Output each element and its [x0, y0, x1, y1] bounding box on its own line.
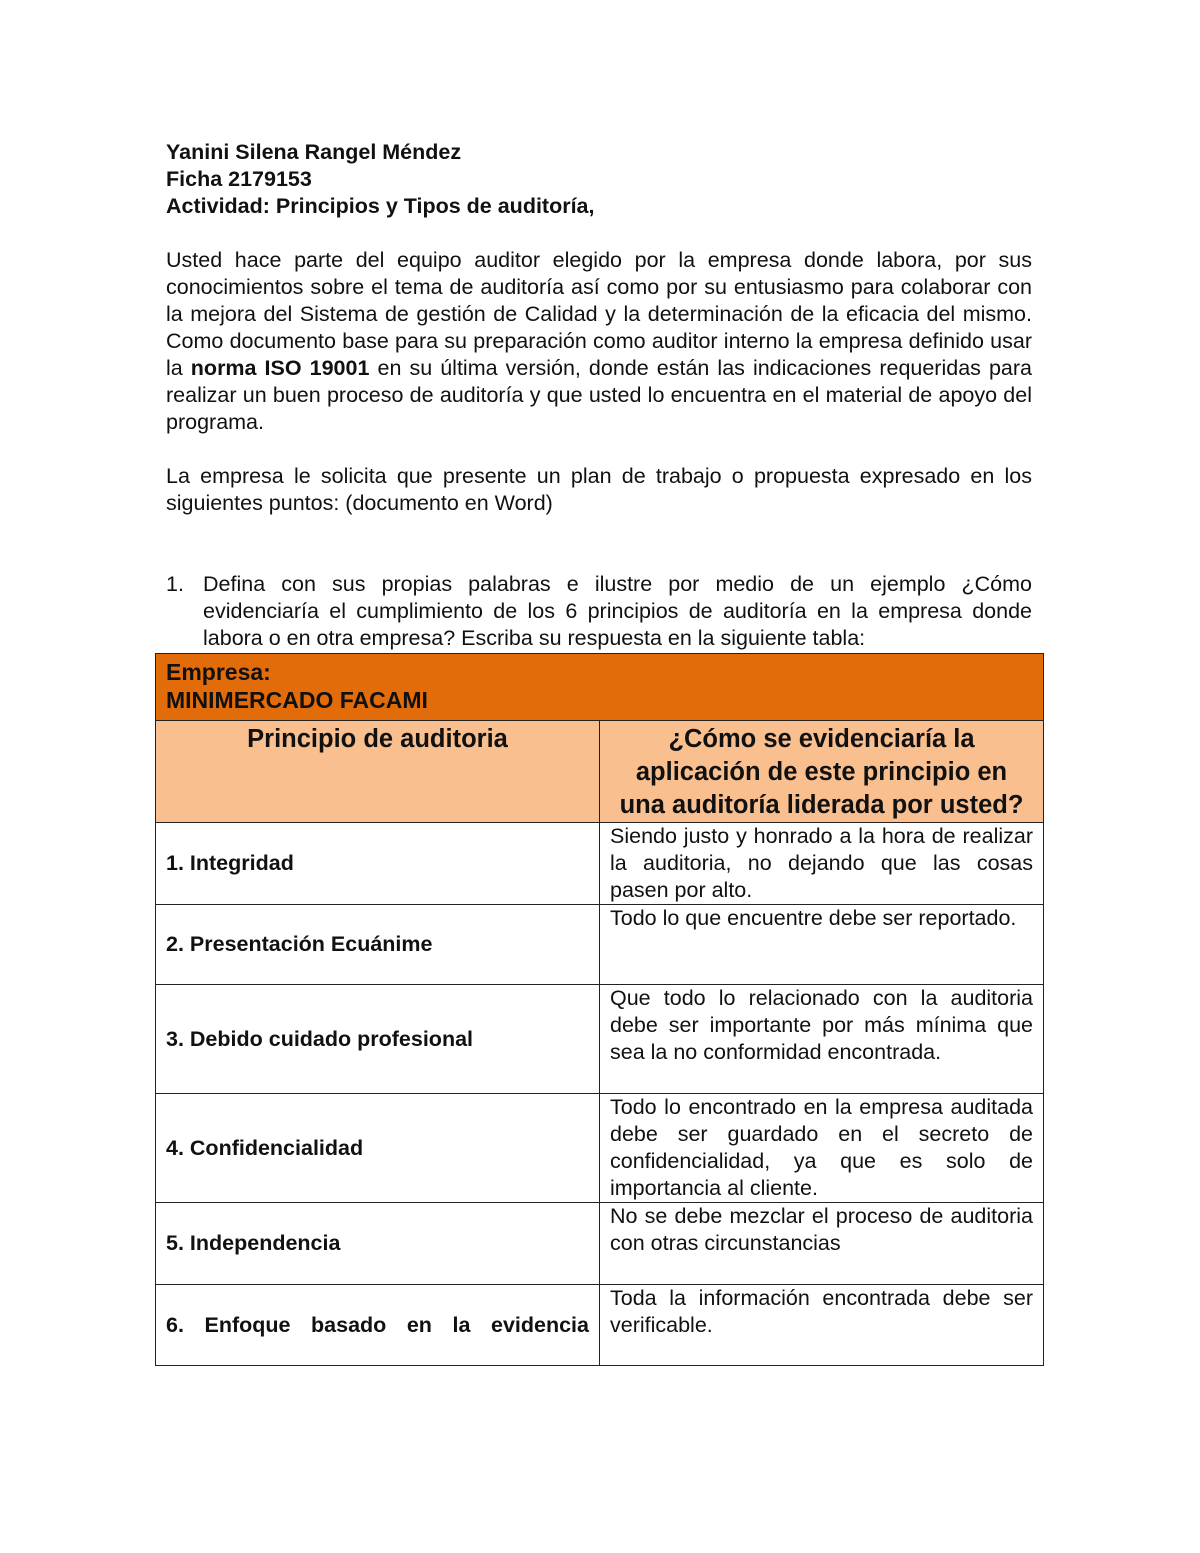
- intro-text-end: en su última versión, donde están las indicaciones requeridas para realizar un buen proceso de auditoría y que usted lo encuentra en el material de apoyo del programa.: [166, 356, 1032, 434]
- company-label: Empresa:: [166, 659, 271, 685]
- header-row: [156, 721, 1044, 823]
- table-row: [156, 1285, 1044, 1366]
- company-name: MINIMERCADO FACAMI: [166, 687, 428, 713]
- intro-bold-norm: norma ISO 19001: [190, 356, 370, 380]
- evidence-cell: Toda la información encontrada debe ser verificable.: [600, 1285, 1044, 1366]
- evidence-cell: Todo lo encontrado en la empresa auditada debe ser guardado en el secreto de confidencialidad, ya que es solo de importancia al cliente.: [600, 1094, 1044, 1203]
- question-text: Defina con sus propias palabras e ilustre por medio de un ejemplo ¿Cómo evidenciaría el cumplimiento de los 6 principios de auditoría en la empresa donde labora o en otra empresa? Escriba su respuesta en la siguiente tabla:: [203, 572, 1032, 650]
- table-row: [156, 905, 1044, 985]
- ficha-number: Ficha 2179153: [166, 167, 312, 191]
- evidence-cell: Que todo lo relacionado con la auditoria debe ser importante por más mínima que sea la no conformidad encontrada.: [600, 985, 1044, 1094]
- principle-cell: 1. Integridad: [156, 823, 600, 905]
- principle-cell: 2. Presentación Ecuánime: [156, 905, 600, 985]
- table-row: [156, 1094, 1044, 1203]
- principle-cell: 5. Independencia: [156, 1203, 600, 1285]
- principles-table: [155, 653, 1044, 1366]
- evidence-cell: Siendo justo y honrado a la hora de realizar la auditoria, no dejando que las cosas pasen por alto.: [600, 823, 1044, 905]
- table-row: [156, 985, 1044, 1094]
- principle-cell: 3. Debido cuidado profesional: [156, 985, 600, 1094]
- col-header-evidence: ¿Cómo se evidenciaría la aplicación de este principio en una auditoría liderada por usted?: [600, 721, 1044, 823]
- principle-cell: 4. Confidencialidad: [156, 1094, 600, 1203]
- author-name: Yanini Silena Rangel Méndez: [166, 140, 462, 164]
- table-row: [156, 1203, 1044, 1285]
- request-paragraph: La empresa le solicita que presente un plan de trabajo o propuesta expresado en los siguientes puntos: (documento en Word): [166, 464, 1032, 515]
- intro-text-start: Usted hace parte del equipo auditor elegido por la empresa donde labora, por sus conocimientos sobre el tema de auditoría así como por su entusiasmo para colaborar con la mejora del Sistema de gestión de Calidad y la determinación de la eficacia del mismo. Como documento base para su preparación como auditor interno la empresa definido usar la: [166, 248, 1032, 380]
- document-body: [166, 139, 1032, 652]
- col-header-principle: Principio de auditoria: [156, 721, 600, 823]
- evidence-cell: No se debe mezclar el proceso de auditoria con otras circunstancias: [600, 1203, 1044, 1285]
- company-row: [156, 654, 1044, 721]
- principle-cell: 6. Enfoque basado en la evidencia: [156, 1285, 600, 1366]
- question-number: 1.: [166, 572, 184, 596]
- activity-title: Actividad: Principios y Tipos de auditoría,: [166, 194, 595, 218]
- question-1: [166, 571, 1032, 652]
- evidence-cell: Todo lo que encuentre debe ser reportado.: [600, 905, 1044, 985]
- company-cell: [156, 654, 1044, 721]
- table-row: [156, 823, 1044, 905]
- intro-paragraph: [166, 247, 1032, 436]
